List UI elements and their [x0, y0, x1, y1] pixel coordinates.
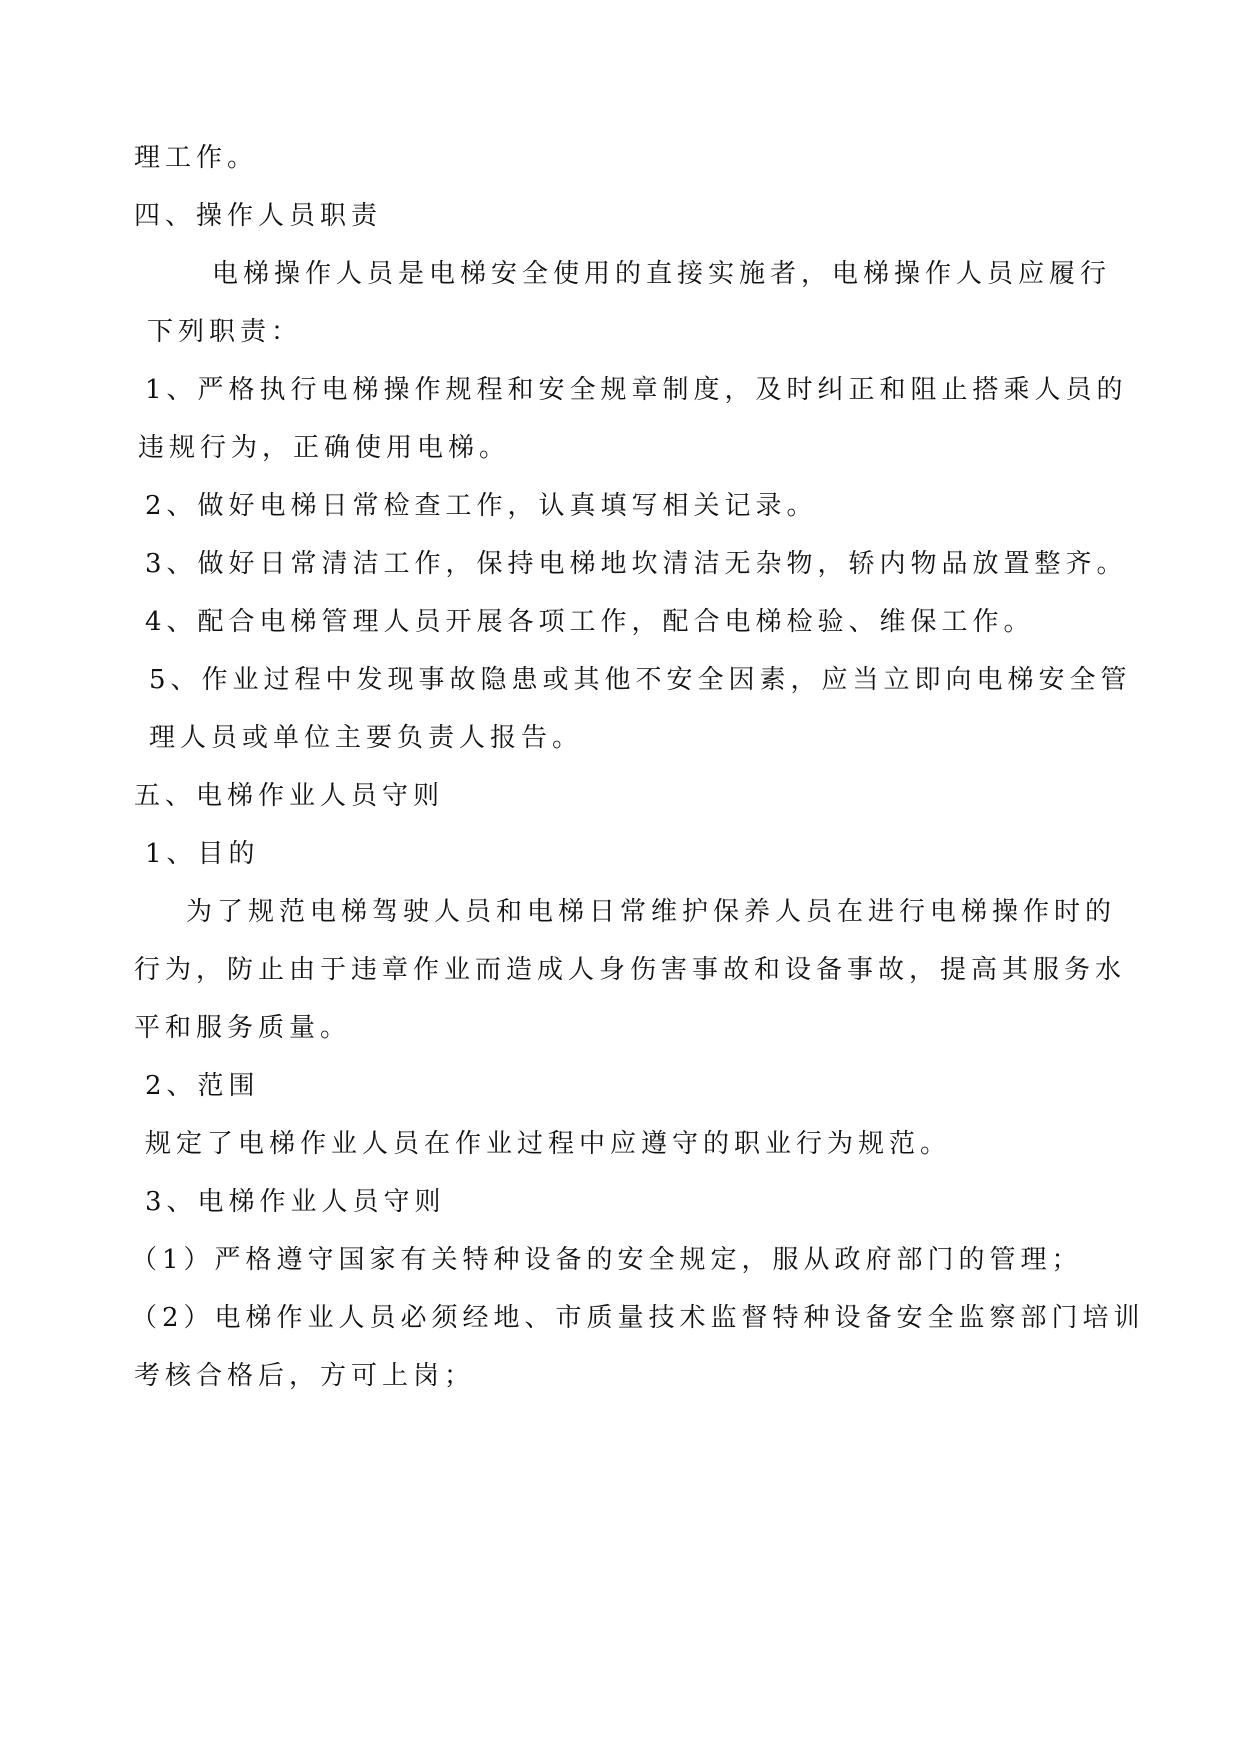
body-line: 理人员或单位主要负责人报告。 — [149, 723, 584, 753]
body-line: 理工作。 — [134, 143, 259, 173]
body-line: 电梯操作人员是电梯安全使用的直接实施者，电梯操作人员应履行 — [212, 259, 1112, 289]
list-item: 1、严格执行电梯操作规程和安全规章制度，及时纠正和阻止搭乘人员的 — [145, 375, 1128, 405]
body-line: 平和服务质量。 — [134, 1013, 352, 1043]
body-line: 规定了电梯作业人员在作业过程中应遵守的职业行为规范。 — [145, 1129, 952, 1159]
list-item: 3、做好日常清洁工作，保持电梯地坎清洁无杂物，轿内物品放置整齐。 — [145, 549, 1128, 579]
body-line: 违规行为，正确使用电梯。 — [138, 433, 511, 463]
list-item: 4、配合电梯管理人员开展各项工作，配合电梯检验、维保工作。 — [145, 607, 1035, 637]
section-heading: 五、电梯作业人员守则 — [134, 781, 445, 811]
list-item: （2）电梯作业人员必须经地、市质量技术监督特种设备安全监察部门培训 — [131, 1303, 1145, 1333]
subsection-heading: 1、目的 — [145, 839, 260, 869]
section-heading: 四、操作人员职责 — [134, 201, 383, 231]
list-item: 2、做好电梯日常检查工作，认真填写相关记录。 — [145, 491, 818, 521]
body-line: 行为，防止由于违章作业而造成人身伤害事故和设备事故，提高其服务水 — [134, 955, 1127, 985]
body-line: 为了规范电梯驾驶人员和电梯日常维护保养人员在进行电梯操作时的 — [186, 897, 1117, 927]
subsection-heading: 2、范围 — [145, 1071, 260, 1101]
subsection-heading: 3、电梯作业人员守则 — [145, 1187, 446, 1217]
list-item: （1）严格遵守国家有关特种设备的安全规定，服从政府部门的管理； — [131, 1245, 1083, 1275]
body-line: 考核合格后，方可上岗； — [134, 1361, 476, 1391]
list-item: 5、作业过程中发现事故隐患或其他不安全因素，应当立即向电梯安全管 — [149, 665, 1132, 695]
body-line: 下列职责： — [147, 317, 303, 347]
